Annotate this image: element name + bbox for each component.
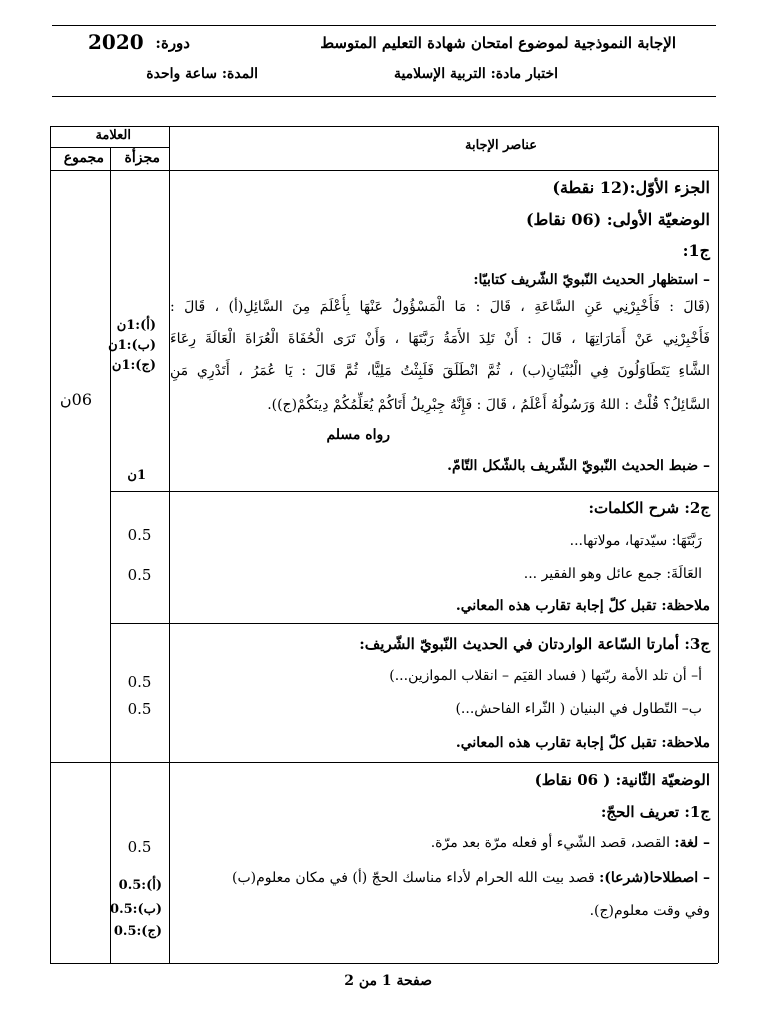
q2-mark-2: 0.5 bbox=[127, 566, 152, 584]
q2-note: ملاحظة: تقبل كلّ إجابة تقارب هذه المعاني. bbox=[455, 598, 710, 614]
lang-label: – لغة: bbox=[674, 835, 710, 851]
q2-section-rule bbox=[110, 491, 718, 492]
hadith-line-1: (قَالَ : فَأَخْبِرْنِي عَنِ السَّاعَةِ ، قَالَ : مَا الْمَسْؤُولُ عَنْهَا بِأَعْلَمَ مِنَ السَّائِلِ(أ) ، قَالَ : bbox=[170, 299, 710, 315]
q3-mark-a: 0.5 bbox=[127, 673, 152, 691]
hajj-lang-definition bbox=[431, 835, 710, 851]
q1-mark-c: (ج):1ن bbox=[111, 358, 156, 373]
header-bottom-rule bbox=[52, 96, 716, 97]
answer-elements-heading: عناصر الإجابة bbox=[465, 138, 537, 153]
hajj-term-definition bbox=[232, 870, 710, 886]
q3-mark-b: 0.5 bbox=[127, 700, 152, 718]
part1-title: الجزء الأوّل:(12 نقطة) bbox=[552, 178, 710, 197]
narrator: رواه مسلم bbox=[326, 427, 390, 443]
table-bottom-border bbox=[50, 963, 718, 964]
table-left-border bbox=[50, 126, 51, 963]
hadith-line-4: السَّائِلُ؟ قُلْتُ : اللهُ وَرَسُولُهُ أَعْلَمُ ، قَالَ : فَإِنَّهُ جِبْرِيلُ أَتَاكُمْ يُعَلِّمُكُمْ دِينَكُمْ(ج)). bbox=[267, 397, 710, 413]
total-heading: مجموع bbox=[63, 150, 104, 166]
duration-line: المدة: ساعة واحدة bbox=[146, 66, 258, 82]
situation2-mark-a: (أ):0.5 bbox=[118, 878, 162, 893]
exam-title: الإجابة النموذجية لموضوع امتحان شهادة التعليم المتوسط bbox=[320, 34, 676, 52]
page-number: صفحة 1 من 2 bbox=[344, 973, 432, 989]
q2-item-1: رَبَّتَهَا: سيّدتها، مولاتها... bbox=[569, 533, 702, 549]
term-text: قصد بيت الله الحرام لأداء مناسك الحجّ (أ) في مكان معلوم(ب) bbox=[232, 870, 595, 886]
situation2-section-rule bbox=[50, 762, 718, 763]
hadith-line-2: فَأَخْبِرْنِي عَنْ أَمَارَاتِهَا ، قَالَ : أَنْ تَلِدَ الأَمَةُ رَبَّتَهَا ، وَأَنْ تَرَى الْحُفَاةَ الْعُرَاةَ الْعَالَةَ رِعَاءَ bbox=[170, 331, 710, 347]
session-label: دورة: bbox=[155, 34, 190, 52]
situation2-mark-b: (ب):0.5 bbox=[110, 902, 162, 917]
q2-item-2: العَالَةَ: جمع عائل وهو الفقير ... bbox=[523, 566, 702, 582]
grade-heading: العلامة bbox=[95, 128, 131, 143]
header-top-rule bbox=[52, 25, 716, 26]
q1-title: ج1: bbox=[682, 241, 710, 260]
q1-mark-a: (أ):1ن bbox=[116, 318, 156, 333]
situation2-mark-lang: 0.5 bbox=[127, 838, 152, 856]
situation1-total: 06ن bbox=[59, 390, 92, 409]
q3-section-rule bbox=[110, 623, 718, 624]
situation2-title: الوضعيّة الثّانية: ( 06 نقاط) bbox=[534, 771, 710, 789]
lang-text: القصد، قصد الشّيء أو فعله مرّة بعد مرّة. bbox=[430, 835, 670, 851]
table-top-border bbox=[50, 126, 718, 127]
q2-mark-1: 0.5 bbox=[127, 526, 152, 544]
q3-item-a: أ– أن تلد الأمة ربّتها ( فساد القيَم – انقلاب الموازين...) bbox=[389, 668, 702, 684]
q3-note: ملاحظة: تقبل كلّ إجابة تقارب هذه المعاني. bbox=[455, 735, 710, 751]
subject-line: اختبار مادة: التربية الإسلامية bbox=[393, 66, 558, 82]
situation2-mark-c: (ج):0.5 bbox=[113, 924, 162, 939]
situation1-title: الوضعيّة الأولى: (06 نقاط) bbox=[525, 210, 710, 229]
diacritics-task: – ضبط الحديث النّبويّ الشّريف بالشّكل التّامّ. bbox=[447, 458, 710, 474]
q1-task: – استظهار الحديث النّبويّ الشّريف كتابيّا: bbox=[473, 272, 710, 288]
term-label: – اصطلاحا(شرعا): bbox=[599, 870, 710, 886]
diacritics-mark: 1ن bbox=[127, 468, 146, 483]
q2-title: ج2: شرح الكلمات: bbox=[588, 499, 710, 517]
q3-title: ج3: أمارتا السّاعة الواردتان في الحديث النّبويّ الشّريف: bbox=[359, 635, 710, 653]
session-year: 2020 bbox=[88, 30, 144, 54]
situation2-q1-title: ج1: تعريف الحجّ: bbox=[600, 803, 710, 821]
hajj-term-definition-cont: وفي وقت معلوم(ج). bbox=[589, 903, 710, 919]
partial-heading: مجزأة bbox=[124, 150, 160, 166]
table-right-border bbox=[718, 126, 719, 963]
q3-item-b: ب– التّطاول في البنيان ( الثّراء الفاحش...) bbox=[455, 701, 702, 717]
head-row-rule bbox=[50, 170, 718, 171]
hadith-line-3: الشَّاءِ يَتَطَاوَلُونَ فِي الْبُنْيَانِ(ب) ، ثُمَّ انْطَلَقَ فَلَبِثْتُ مَلِيًّا، ثُمَّ قَالَ : يَا عُمَرُ ، أَتَدْرِي مَنِ bbox=[170, 363, 710, 379]
q1-mark-b: (ب):1ن bbox=[108, 338, 156, 353]
grade-header-rule bbox=[50, 147, 169, 148]
answer-column-border bbox=[169, 126, 170, 963]
